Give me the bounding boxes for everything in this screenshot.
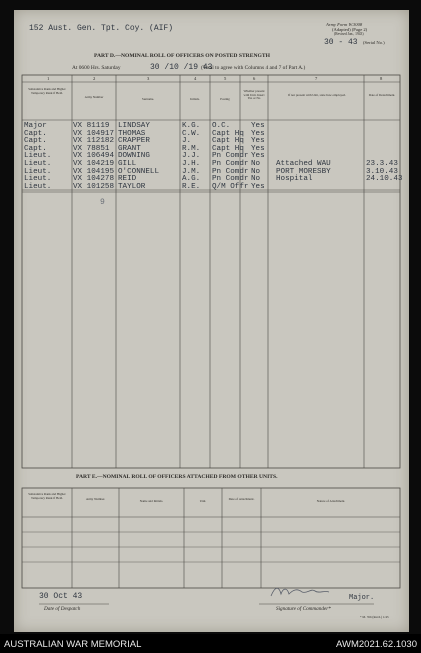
- hdr-initials: Initials.: [190, 97, 200, 101]
- form-number: Army Form W.3008: [326, 22, 363, 27]
- cell-army-no: VX 104278: [73, 175, 115, 184]
- serial-label: (Serial No.): [363, 40, 385, 45]
- cell-surname: GRANT: [118, 144, 141, 153]
- cell-date: 23.3.43: [366, 160, 398, 168]
- hdr-not-present: If not present with Unit, state how employed.: [288, 93, 346, 97]
- despatch-date: 30 Oct 43: [39, 592, 83, 601]
- cell-surname: GILL: [118, 160, 137, 168]
- commander-rank: Major.: [349, 594, 375, 602]
- col-num-7: 7: [315, 76, 318, 81]
- cell-surname: THOMAS: [118, 129, 146, 138]
- hdr-e-unit: Unit.: [199, 499, 207, 503]
- col-num-1: 1: [47, 76, 50, 81]
- hdr-e-army-number: Army Number.: [85, 497, 106, 501]
- cell-surname: O'CONNELL: [118, 167, 160, 176]
- col-num-4: 4: [194, 76, 197, 81]
- hdr-e-date: Date of Attachment.: [228, 497, 255, 501]
- hdr-posting: Posting: [220, 97, 230, 101]
- form-sheet: [14, 10, 409, 632]
- cell-present: Yes: [251, 152, 265, 161]
- cell-initials: C.W.: [182, 129, 201, 138]
- strength-line-prefix: At 0600 Hrs. Saturday: [72, 65, 121, 71]
- cell-surname: DOWNING: [118, 152, 150, 161]
- cell-rank: Capt.: [24, 144, 47, 153]
- cell-army-no: VX 104219: [73, 160, 115, 168]
- col-num-2: 2: [93, 76, 96, 81]
- hdr-surname: Surname.: [141, 97, 155, 101]
- cell-army-no: VX 106494: [73, 152, 115, 161]
- cell-rank: Lieut.: [24, 167, 52, 176]
- cell-employed: Hospital: [276, 175, 313, 184]
- cell-initials: J.H.: [182, 160, 201, 168]
- archive-caption-bar: [0, 634, 421, 653]
- cell-initials: K.G.: [182, 122, 201, 130]
- cell-present: No: [251, 160, 261, 168]
- cell-posting: Pn Comdr: [212, 167, 249, 176]
- cell-posting: Capt Hq: [212, 137, 244, 146]
- col-num-3: 3: [147, 76, 150, 81]
- cell-posting: Pn Comdr: [212, 152, 249, 161]
- cell-posting: Capt Hq: [212, 129, 244, 138]
- cell-initials: J.M.: [182, 167, 201, 176]
- cell-present: Yes: [251, 129, 265, 138]
- cell-employed: PORT MORESBY: [276, 167, 331, 176]
- cell-surname: REID: [118, 175, 137, 184]
- archive-name: AUSTRALIAN WAR MEMORIAL: [4, 639, 142, 650]
- hdr-e-nature: Nature of Attachment.: [316, 499, 346, 503]
- pencil-mark: 9: [100, 198, 105, 207]
- cell-army-no: VX 78851: [73, 144, 110, 153]
- cell-posting: Pn Comdr: [212, 175, 249, 184]
- cell-rank: Capt.: [24, 137, 47, 146]
- cell-rank: Lieut.: [24, 175, 52, 184]
- cell-date: 3.10.43: [366, 167, 398, 176]
- col-num-6: 6: [253, 76, 256, 81]
- cell-army-no: VX 112182: [73, 137, 115, 146]
- cell-employed: Attached WAU: [276, 160, 331, 168]
- cell-initials: J.J.: [182, 152, 201, 161]
- cell-rank: Lieut.: [24, 182, 52, 191]
- cell-army-no: VX 104917: [73, 129, 115, 138]
- print-ref: * M. 356 (Revd.) 1/43: [360, 615, 389, 619]
- cell-posting: Q/M Offr: [212, 182, 249, 191]
- cell-initials: R.E.: [182, 182, 201, 191]
- cell-rank: Major: [24, 122, 47, 130]
- commander-label: Signature of Commander*: [276, 606, 331, 612]
- cell-present: Yes: [251, 122, 265, 130]
- cell-posting: Capt Hq: [212, 144, 244, 153]
- cell-posting: Pn Comdr: [212, 160, 249, 168]
- part-e-title: PART E.—NOMINAL ROLL OF OFFICERS ATTACHED FROM OTHER UNITS.: [76, 474, 278, 480]
- unit-name: 152 Aust. Gen. Tpt. Coy. (AIF): [29, 24, 174, 33]
- cell-rank: Lieut.: [24, 160, 52, 168]
- cell-initials: A.G.: [182, 175, 201, 184]
- hdr-e-name: Name and Initials.: [139, 499, 164, 503]
- cell-present: Yes: [251, 137, 265, 146]
- cell-present: Yes: [251, 182, 265, 191]
- hdr-date-detachment: Date of Detachment.: [368, 93, 396, 97]
- cell-present: Yes: [251, 144, 265, 153]
- cell-army-no: VX 104195: [73, 167, 115, 176]
- strength-date: 30 /10 /19 43: [150, 63, 213, 72]
- hdr-present: Whether present with Unit. Insert Yes or No: [243, 89, 265, 101]
- cell-surname: CRAPPER: [118, 137, 150, 146]
- cell-present: No: [251, 167, 261, 176]
- cell-army-no: VX 101258: [73, 182, 115, 191]
- hdr-army-number: Army Number: [84, 95, 104, 99]
- cell-posting: O.C.: [212, 122, 231, 130]
- ruled-grid: [14, 10, 409, 632]
- cell-surname: TAYLOR: [118, 182, 146, 191]
- cell-present: No: [251, 175, 261, 184]
- cell-rank: Lieut.: [24, 152, 52, 161]
- archive-reference: AWM2021.62.1030: [336, 639, 417, 650]
- col-num-8: 8: [380, 76, 383, 81]
- commander-signature: [269, 582, 339, 602]
- part-d-title: PART D.—NOMINAL ROLL OF OFFICERS ON POSTED STRENGTH: [94, 53, 270, 59]
- cell-initials: R.M.: [182, 144, 201, 153]
- cell-rank: Capt.: [24, 129, 47, 138]
- strength-line-suffix: (Total to agree with Columns 4 and 7 of Part A.): [201, 65, 306, 71]
- hdr-e-rank: Substantive Rank and Higher Temporary Rank if Held.: [28, 492, 66, 500]
- hdr-rank: Substantive Rank and Higher Temporary Rank if Held.: [28, 87, 66, 95]
- cell-surname: LINDSAY: [118, 122, 150, 130]
- cell-initials: J.: [182, 137, 192, 146]
- despatch-label: Date of Despatch: [44, 606, 81, 612]
- cell-date: 24.10.43: [366, 175, 403, 184]
- cell-army-no: VX 81119: [73, 122, 110, 130]
- serial-number: 30 - 43: [324, 38, 358, 47]
- form-revised: (Revised Jan., 1943): [334, 32, 364, 36]
- col-num-5: 5: [224, 76, 227, 81]
- form-adapted: (Adapted) (Page 2): [332, 27, 368, 32]
